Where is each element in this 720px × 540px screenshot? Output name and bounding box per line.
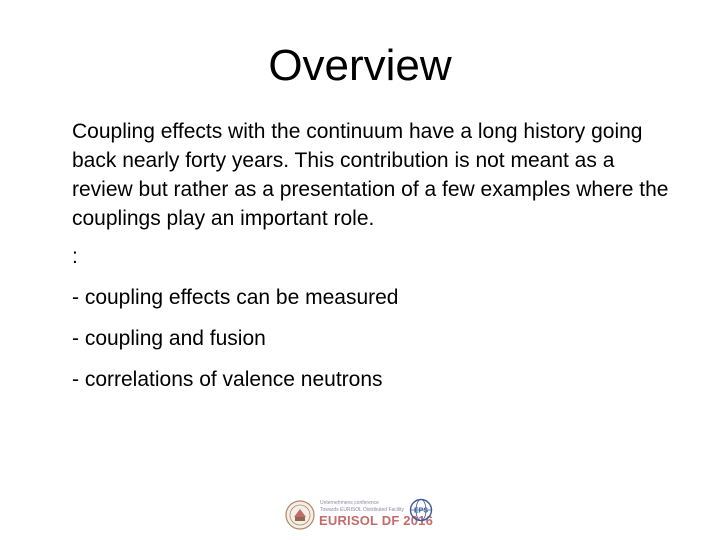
conference-logo [285, 496, 435, 532]
bullet-item: - coupling and fusion [72, 327, 266, 350]
slide-title: Overview [268, 41, 452, 90]
logo-wordmark: EURISOL DF 2016 [319, 513, 434, 528]
bullet-item: - correlations of valence neutrons [72, 368, 383, 391]
bullet-item: - coupling effects can be measured [72, 286, 399, 309]
eps-badge-text: EPS [413, 507, 429, 515]
slide-body [72, 117, 672, 394]
logo-caption: Towards EURISOL Distributed Facility [320, 507, 405, 513]
logo-caption: Unternehmens conference [320, 500, 379, 506]
colon-line: : [72, 245, 78, 268]
eps-globe-icon [409, 498, 433, 522]
intro-paragraph: Coupling effects with the continuum have a long history going back nearly forty years. This contribution is not meant as a review but rather as a presentation of a few examples where the couplings play an important role. [72, 120, 669, 230]
seal-icon [285, 500, 315, 530]
